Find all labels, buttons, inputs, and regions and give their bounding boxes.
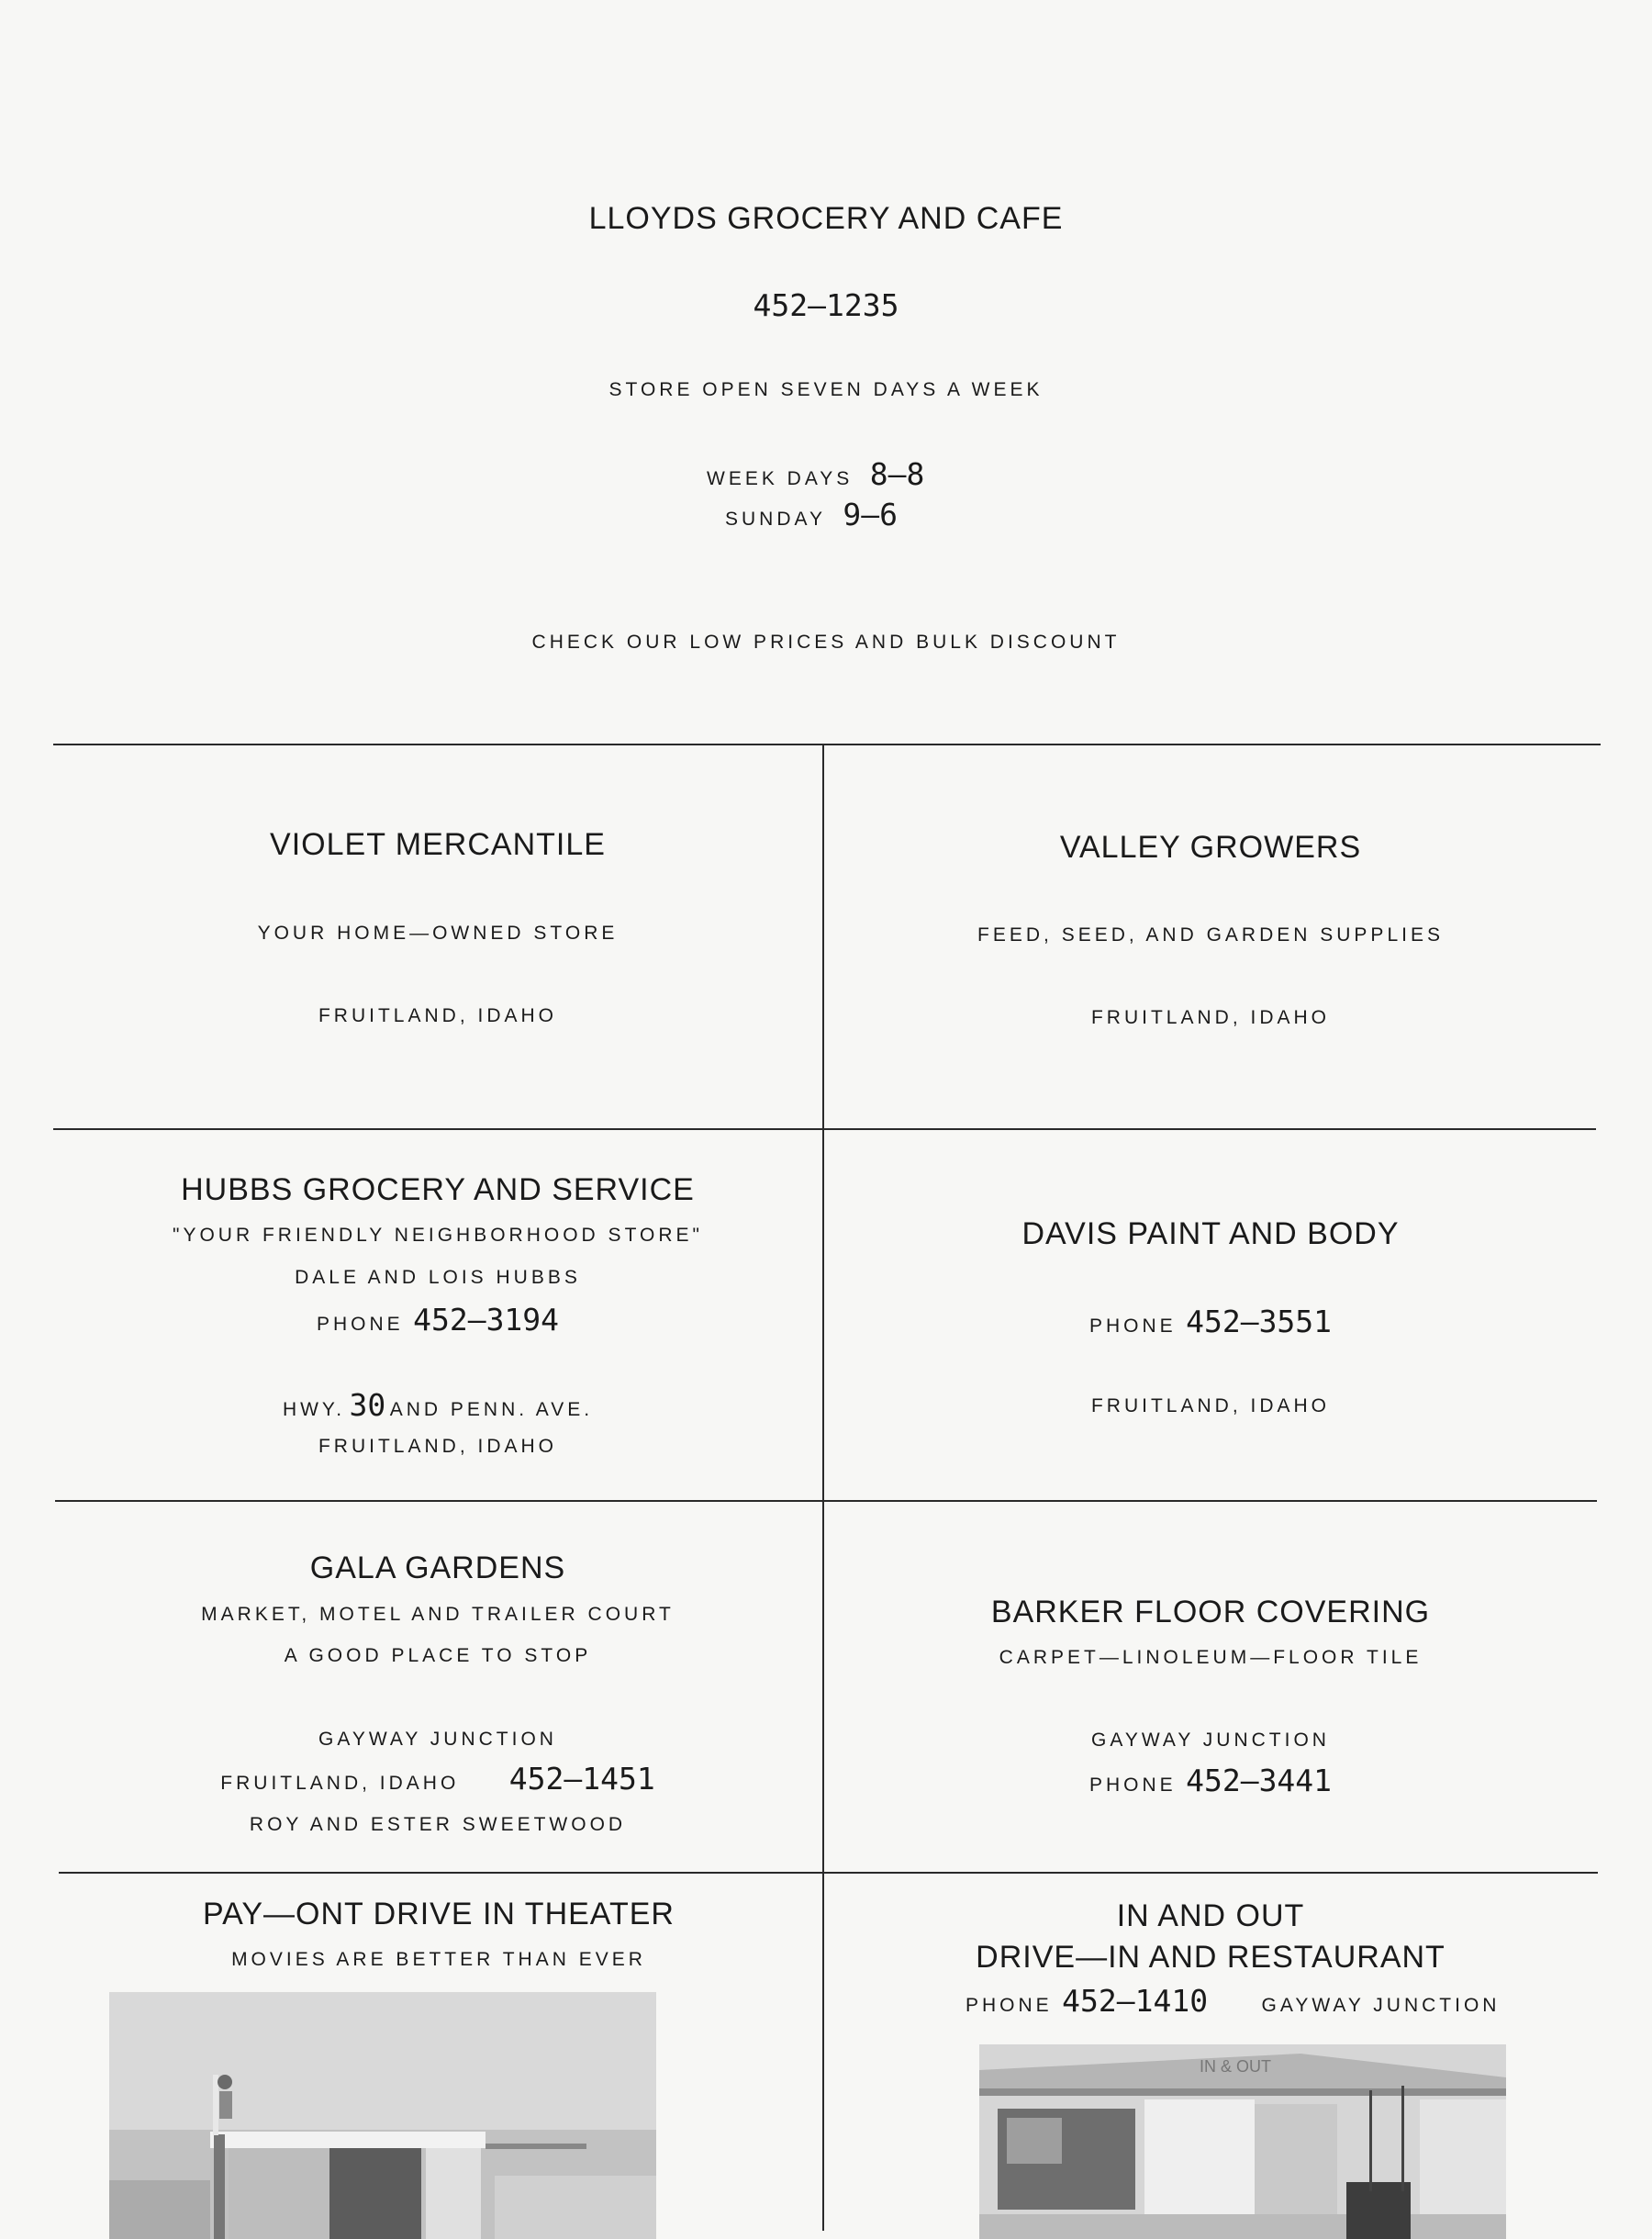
barker-junction: GAYWAY JUNCTION <box>1091 1730 1330 1751</box>
gala-phone: 452—1451 <box>508 1761 655 1797</box>
gala-line2: A GOOD PLACE TO STOP <box>284 1645 592 1666</box>
davis-phone-label: PHONE <box>1088 1315 1177 1337</box>
gala-name: GALA GARDENS <box>309 1551 566 1585</box>
violet-name: VIOLET MERCANTILE <box>270 827 606 862</box>
lloyds-phone: 452—1235 <box>753 287 899 323</box>
hubbs-hwy-b: AND PENN. AVE. <box>389 1399 594 1420</box>
lloyds-weekdays <box>707 456 924 492</box>
lloyds-name: LLOYDS GROCERY AND CAFE <box>588 201 1064 236</box>
payont-name: PAY—ONT DRIVE IN THEATER <box>203 1897 675 1931</box>
davis-phone-line <box>824 1304 1597 1339</box>
divider-row-2 <box>53 1128 1596 1130</box>
barker-name: BARKER FLOOR COVERING <box>990 1595 1431 1629</box>
gala-line1: MARKET, MOTEL AND TRAILER COURT <box>201 1604 675 1625</box>
lloyds-sunday <box>725 497 898 532</box>
valley-tagline: FEED, SEED, AND GARDEN SUPPLIES <box>977 924 1444 946</box>
drive-in-sign: IN & OUT <box>1200 2057 1272 2076</box>
violet-tagline: YOUR HOME—OWNED STORE <box>257 923 619 944</box>
drive-in-photo-drawing <box>979 2044 1506 2239</box>
gala-owners: ROY AND ESTER SWEETWOOD <box>249 1814 627 1835</box>
hubbs-phone: 452—3194 <box>413 1302 560 1338</box>
gala-location: FRUITLAND, IDAHO <box>220 1773 460 1794</box>
lloyds-weekdays-label: WEEK DAYS <box>707 468 854 489</box>
inout-phone-line <box>966 1983 1500 2019</box>
barker-tagline: CARPET—LINOLEUM—FLOOR TILE <box>999 1647 1423 1668</box>
inout-phone: 452—1410 <box>1062 1983 1209 2019</box>
divider-row-4 <box>59 1872 1598 1874</box>
barker-phone-line <box>824 1763 1597 1798</box>
inout-name-line1: IN AND OUT <box>1116 1898 1305 1933</box>
hubbs-phone-line <box>53 1302 822 1338</box>
divider-row-1 <box>53 744 1601 745</box>
gala-location-line <box>53 1761 822 1797</box>
barker-phone-label: PHONE <box>1088 1774 1177 1796</box>
valley-location: FRUITLAND, IDAHO <box>1090 1007 1330 1028</box>
inout-junction: GAYWAY JUNCTION <box>1261 1995 1501 2016</box>
divider-column <box>822 744 824 2231</box>
barker-phone: 452—3441 <box>1186 1763 1333 1798</box>
hubbs-owners: DALE AND LOIS HUBBS <box>295 1267 581 1288</box>
davis-name: DAVIS PAINT AND BODY <box>1021 1216 1400 1251</box>
violet-location: FRUITLAND, IDAHO <box>318 1005 557 1026</box>
lloyds-sunday-label: SUNDAY <box>725 509 826 530</box>
hubbs-phone-label: PHONE <box>316 1314 404 1335</box>
hubbs-tagline: "YOUR FRIENDLY NEIGHBORHOOD STORE" <box>173 1225 703 1246</box>
hubbs-address <box>53 1387 822 1423</box>
theater-photo-drawing <box>109 1992 656 2239</box>
theater-photo <box>109 1992 656 2239</box>
valley-name: VALLEY GROWERS <box>1059 830 1362 865</box>
lloyds-open: STORE OPEN SEVEN DAYS A WEEK <box>608 379 1044 400</box>
divider-row-3 <box>55 1500 1597 1502</box>
drive-in-photo <box>979 2044 1506 2239</box>
davis-phone: 452—3551 <box>1186 1304 1333 1339</box>
lloyds-tagline: CHECK OUR LOW PRICES AND BULK DISCOUNT <box>531 632 1121 653</box>
payont-tagline: MOVIES ARE BETTER THAN EVER <box>231 1949 646 1970</box>
hubbs-name: HUBBS GROCERY AND SERVICE <box>181 1172 695 1207</box>
hubbs-location: FRUITLAND, IDAHO <box>318 1436 557 1457</box>
gala-junction: GAYWAY JUNCTION <box>318 1729 557 1750</box>
inout-phone-label: PHONE <box>966 1995 1053 2016</box>
hubbs-hwy-a: HWY. <box>282 1399 346 1420</box>
davis-location: FRUITLAND, IDAHO <box>1090 1395 1330 1416</box>
inout-name-line2: DRIVE—IN AND RESTAURANT <box>976 1940 1446 1975</box>
lloyds-sunday-hours: 9—6 <box>843 497 899 532</box>
hubbs-hwy-num: 30 <box>349 1387 386 1423</box>
lloyds-weekdays-hours: 8—8 <box>869 456 925 492</box>
